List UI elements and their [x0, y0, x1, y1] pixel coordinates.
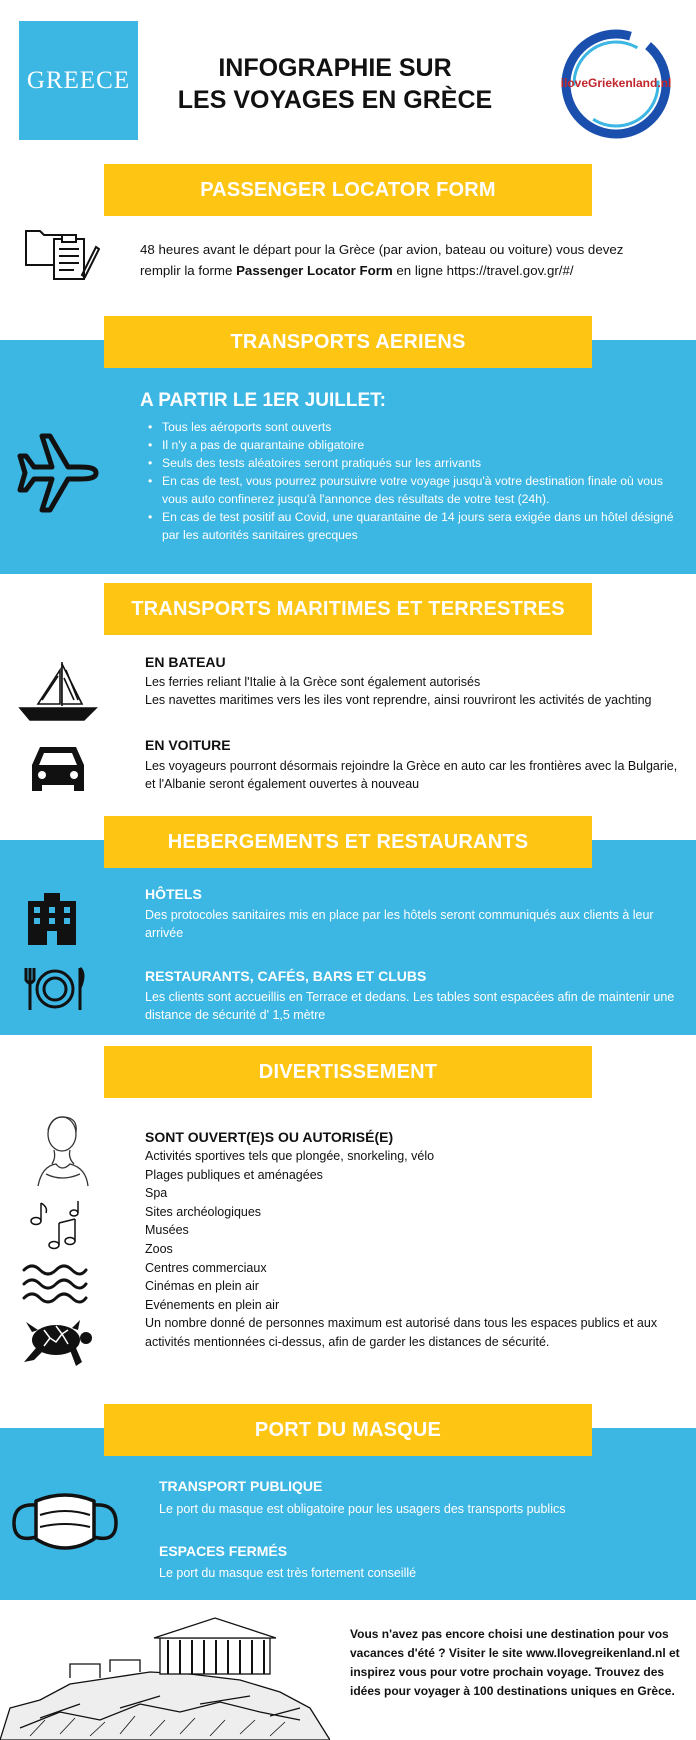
list-item: Cinémas en plein air: [145, 1279, 259, 1294]
hotel-icon: [24, 893, 80, 945]
greek-statue-icon: [34, 1112, 92, 1188]
air-list: [146, 418, 682, 544]
car-text: Les voyageurs pourront désormais rejoindre la Grèce en auto car les frontières avec la Bulgarie, et l'Albanie seront également ouvertes à nouveau: [145, 759, 678, 791]
closed-spaces-text: Le port du masque est très fortement conseillé: [159, 1566, 417, 1580]
waves-icon: [22, 1262, 88, 1306]
acropolis-illustration: [0, 1608, 330, 1740]
list-item: Zoos: [145, 1241, 173, 1256]
page-title: INFOGRAPHIE SUR LES VOYAGES EN GRÈCE: [177, 54, 493, 114]
restaurant-heading: RESTAURANTS, CAFÉS, BARS ET CLUBS: [145, 968, 427, 984]
footer-text: Vous n'avez pas encore choisi une destination pour vos vacances d'été ? Visiter le site www.Ilovegreikenland.nl et inspirez vous pour votre prochain voyage. Trouvez des idées pour voyager à 100 destinations uniques en Grèce.: [350, 1627, 680, 1698]
plate-icon: [24, 964, 86, 1014]
boat-heading: EN BATEAU: [145, 654, 226, 670]
restaurant-text: Les clients sont accueillis en Terrace et dedans. Les tables sont espacées afin de maintenir une distance de sécurité d' 1,5 mètre: [145, 990, 675, 1022]
hotel-text: Des protocoles sanitaires mis en place par les hôtels seront communiqués aux clients à leur arrivée: [145, 908, 654, 940]
fun-note: Un nombre donné de personnes maximum est autorisé dans tous les espaces publics et aux activités mentionnées ci-dessus, afin de garder les distances de sécurité.: [145, 1316, 658, 1349]
boat-text: Les ferries reliant l'Italie à la Grèce sont également autorisés Les navettes maritimes vers les iles vont reprendre, ainsi rouvriront les activités de yachting: [145, 675, 652, 707]
car-heading: EN VOITURE: [145, 737, 231, 753]
list-item: Musées: [145, 1223, 189, 1238]
list-item: Activités sportives tels que plongée, snorkeling, vélo: [145, 1149, 435, 1163]
list-item: Spa: [145, 1186, 168, 1201]
air-subtitle: A PARTIR LE 1ER JUILLET:: [140, 390, 386, 411]
section-banner-air: TRANSPORTS AERIENS: [104, 316, 592, 368]
list-item: Centres commerciaux: [145, 1260, 267, 1275]
section-banner-mask: PORT DU MASQUE: [104, 1404, 592, 1456]
sailboat-icon: [18, 660, 98, 722]
document-icon: [24, 225, 100, 285]
list-item: Plages publiques et aménagées: [145, 1167, 323, 1182]
music-notes-icon: [28, 1199, 86, 1251]
section-banner-hotels: HEBERGEMENTS ET RESTAURANTS: [104, 816, 592, 868]
car-icon: [28, 743, 88, 795]
public-transport-text: Le port du masque est obligatoire pour les usagers des transports publics: [159, 1502, 566, 1516]
greece-logo: GREECE: [19, 21, 138, 140]
list-item: • En cas de test positif au Covid, une quarantaine de 14 jours sera exigée dans un hôtel désigné par les autorités sanitaires grecques: [162, 508, 682, 544]
section-banner-plf: PASSENGER LOCATOR FORM: [104, 164, 592, 216]
list-item: Evénements en plein air: [145, 1297, 280, 1312]
turtle-icon: [20, 1316, 94, 1370]
closed-spaces-heading: ESPACES FERMÉS: [159, 1543, 288, 1559]
list-item: • Seuls des tests aléatoires seront pratiqués sur les arrivants: [162, 454, 682, 472]
list-item: • Il n'y a pas de quarantaine obligatoire: [162, 436, 682, 454]
public-transport-heading: TRANSPORT PUBLIQUE: [159, 1478, 323, 1494]
list-item: • Tous les aéroports sont ouverts: [162, 418, 682, 436]
section-banner-sea: TRANSPORTS MARITIMES ET TERRESTRES: [104, 583, 592, 635]
hotel-heading: HÔTELS: [145, 886, 202, 902]
list-item: • En cas de test, vous pourrez poursuivre votre voyage jusqu'à votre destination finale où vous vous auto confinerez jusqu'à l'annonce des résultats de votre test (24h).: [162, 472, 682, 508]
list-item: Sites archéologiques: [145, 1204, 262, 1219]
fun-heading: SONT OUVERT(E)S OU AUTORISÉ(E): [145, 1129, 394, 1145]
airplane-icon: [14, 430, 100, 516]
section-banner-fun: DIVERTISSEMENT: [104, 1046, 592, 1098]
fun-list: [145, 1147, 685, 1352]
face-mask-icon: [10, 1487, 120, 1559]
brand-logo: iloveGriekenland.nl: [556, 24, 676, 144]
plf-text: 48 heures avant le départ pour la Grèce (par avion, bateau ou voiture) vous devez remplir la forme Passenger Locator Form en ligne https://travel.gov.gr/#/: [140, 242, 624, 278]
